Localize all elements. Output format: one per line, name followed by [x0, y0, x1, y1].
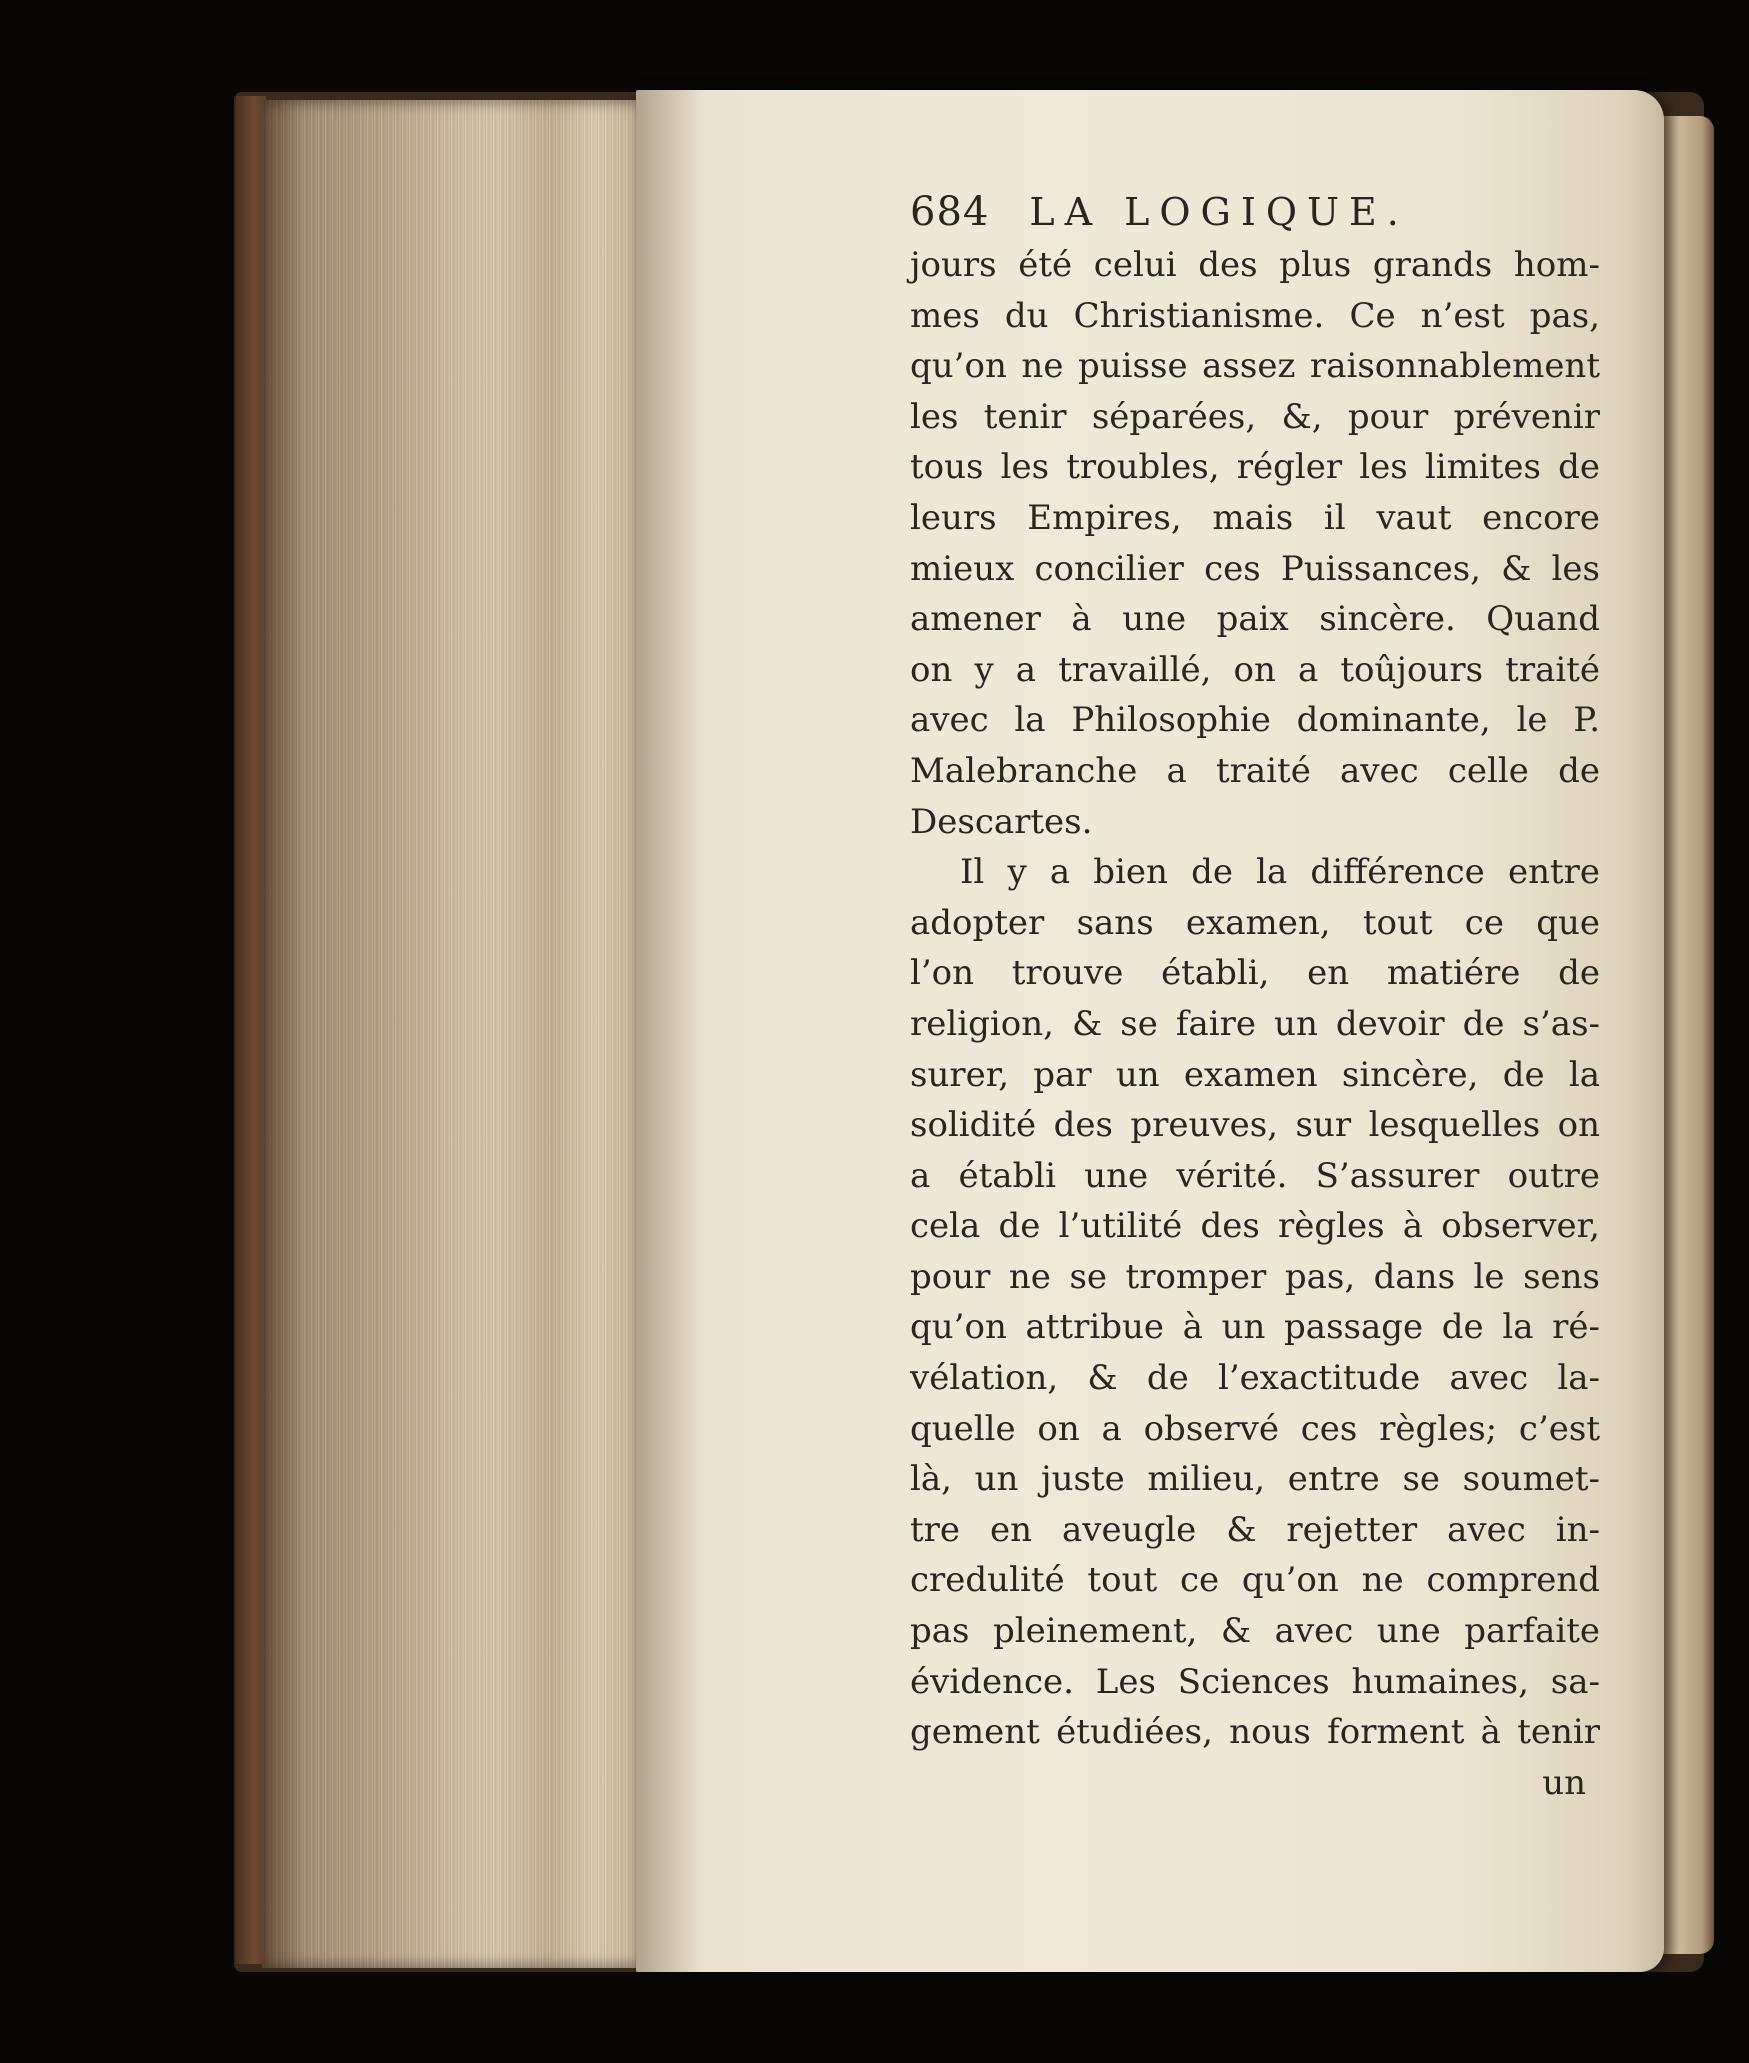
- facing-page-edge: [1656, 116, 1714, 1954]
- running-head: [910, 186, 1600, 238]
- gutter-shadow: [636, 90, 706, 1972]
- text-line: l’on trouve établi, en matiére de: [910, 953, 1600, 994]
- text-line: jours été celui des plus grands hom-: [910, 245, 1600, 285]
- text-line: évidence. Les Sciences humaines, sa-: [910, 1661, 1600, 1702]
- text-line: tous les troubles, régler les limites de: [910, 447, 1600, 488]
- text-line: quelle on a observé ces règles; c’est: [910, 1408, 1600, 1449]
- text-line: mieux concilier ces Puissances, & les: [910, 548, 1600, 589]
- text-line: amener à une paix sincère. Quand: [910, 599, 1600, 640]
- text-line: on y a travaillé, on a toûjours traité: [910, 649, 1600, 690]
- text-line: cela de l’utilité des règles à observer,: [910, 1206, 1600, 1247]
- text-line: Malebranche a traité avec celle de: [910, 750, 1600, 791]
- text-line: pas pleinement, & avec une parfaite: [910, 1611, 1600, 1652]
- text-line: solidité des preuves, sur lesquelles on: [910, 1105, 1600, 1146]
- text-line: les tenir séparées, &, pour prévenir: [910, 396, 1600, 437]
- text-line: leurs Empires, mais il vaut encore: [910, 497, 1600, 538]
- text-line: adopter sans examen, tout ce que: [910, 902, 1600, 943]
- text-line: credulité tout ce qu’on ne comprend: [910, 1560, 1600, 1601]
- text-line: mes du Christianisme. Ce n’est pas,: [910, 295, 1600, 336]
- text-line: a établi une vérité. S’assurer outre: [910, 1155, 1600, 1196]
- running-title: LA LOGIQUE.: [1029, 190, 1409, 234]
- page-number: 684: [910, 189, 990, 235]
- page-edges: [262, 100, 640, 1968]
- text-line: surer, par un examen sincère, de la: [910, 1054, 1600, 1095]
- text-line: avec la Philosophie dominante, le P.: [910, 700, 1600, 741]
- catchword: un: [1542, 1762, 1586, 1803]
- paragraph-start-line: Il y a bien de la différence entre: [960, 852, 1600, 893]
- text-line: Descartes.: [910, 801, 1093, 842]
- text-line: tre en aveugle & rejetter avec in-: [910, 1509, 1600, 1550]
- page-text: [910, 186, 1600, 1808]
- text-line: qu’on attribue à un passage de la ré-: [910, 1307, 1600, 1348]
- text-line: religion, & se faire un devoir de s’as-: [910, 1003, 1600, 1044]
- text-line: qu’on ne puisse assez raisonnablement: [910, 346, 1600, 387]
- text-line: gement étudiées, nous forment à tenir: [910, 1712, 1600, 1753]
- text-line: là, un juste milieu, entre se soumet-: [910, 1459, 1600, 1500]
- text-line: pour ne se tromper pas, dans le sens: [910, 1256, 1600, 1297]
- text-line: vélation, & de l’exactitude avec la-: [910, 1358, 1600, 1399]
